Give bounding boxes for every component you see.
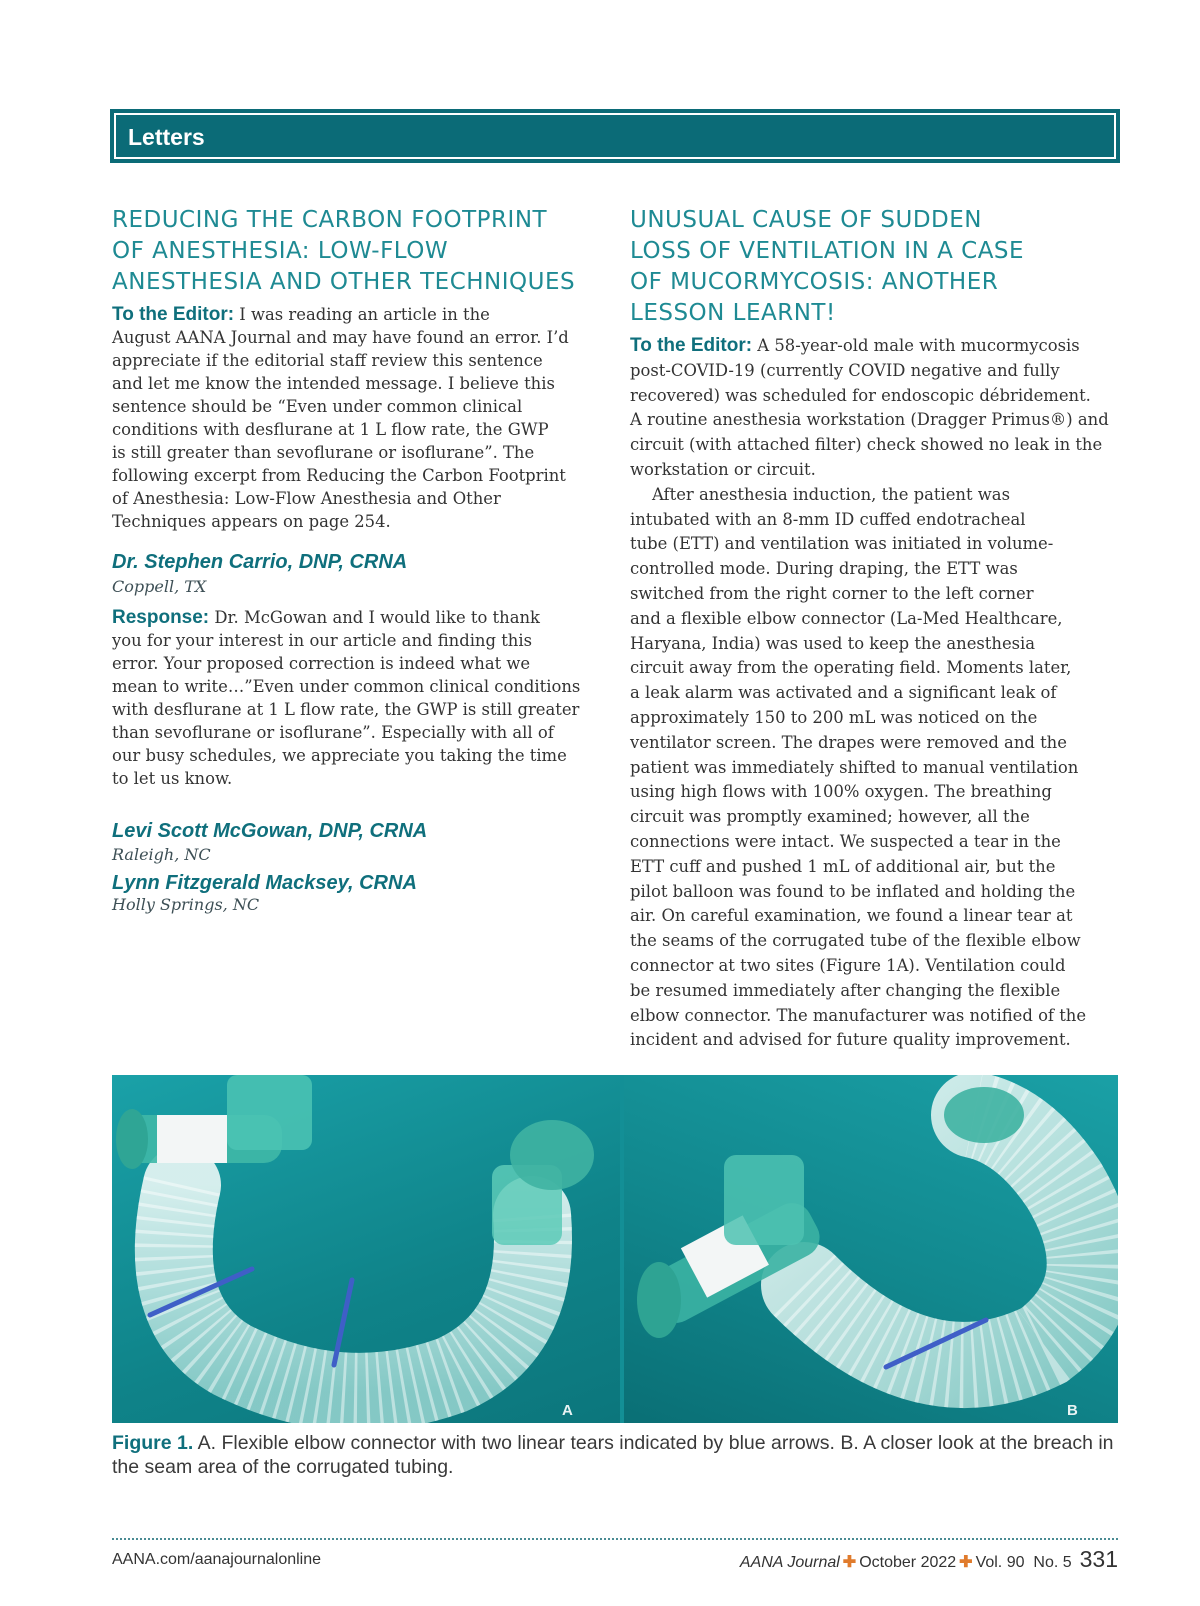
volume-number: Vol. 90 No. 5 [975,1554,1072,1571]
footer-divider [112,1538,1118,1540]
text-line: intubated with an 8-mm ID cuffed endotracheal [630,509,1026,529]
text-line: controlled mode. During draping, the ETT was [630,559,1018,579]
text-line: our busy schedules, we appreciate you taking the time [112,746,567,765]
text-line: error. Your proposed correction is indeed what we [112,654,531,673]
text-line: sentence should be “Even under common clinical [112,397,523,416]
author-name: Dr. Stephen Carrio, DNP, CRNA [112,551,408,573]
text-line: tube (ETT) and ventilation was initiated in volume- [630,534,1054,554]
caption-lead: Figure 1. [112,1432,194,1454]
text-line: ventilator screen. The drapes were removed and the [630,732,1067,752]
text-line: I was reading an article in the [239,305,490,324]
title-line: LOSS OF VENTILATION IN A CASE [630,238,1025,264]
connector-end [116,1109,148,1169]
case-paragraph-1 [630,334,1120,483]
page-number: 331 [1079,1546,1118,1572]
response-lead: Response: [112,607,210,628]
text-line: using high flows with 100% oxygen. The breathing [630,782,1052,802]
figure-panel-b [624,1075,1118,1423]
author-name: Lynn Fitzgerald Macksey, CRNA [112,872,417,894]
panel-label-a: A [562,1402,573,1419]
connector-port [724,1155,804,1245]
title-line: ANESTHESIA AND OTHER TECHNIQUES [112,269,576,295]
text-line: connections were intact. We suspected a tear in the [630,831,1061,851]
text-line: A routine anesthesia workstation (Dragger Primus®) and [630,410,1109,430]
text-line: circuit (with attached filter) check showed no leak in the [630,435,1103,455]
caption-text: A. Flexible elbow connector with two linear tears indicated by blue arrows. B. A closer look at the breach in the seam area of the corrugated tubing. [112,1432,1114,1478]
author-block [112,551,604,596]
text-line: air. On careful examination, we found a linear tear at [630,906,1073,926]
letter-lead: To the Editor: [630,335,753,356]
footer-url: AANA.com/aanajournalonline [112,1551,322,1568]
text-line: following excerpt from Reducing the Carbon Footprint [112,466,566,485]
right-column [630,205,1120,1053]
author-name: Levi Scott McGowan, DNP, CRNA [112,820,428,842]
author-location: Holly Springs, NC [112,895,260,914]
author-block [112,872,604,914]
section-label: Letters [128,124,205,150]
left-column [112,205,604,914]
journal-name: AANA Journal [739,1554,840,1571]
text-line: ETT cuff and pushed 1 mL of additional air, but the [630,856,1056,876]
author-location: Coppell, TX [112,577,207,596]
plus-icon: ✚ [959,1554,973,1571]
text-line: August AANA Journal and may have found an error. I’d [112,328,569,347]
text-line: conditions with desflurane at 1 L flow rate, the GWP [112,420,549,439]
text-line: Dr. McGowan and I would like to thank [214,608,540,627]
section-header [112,111,1118,161]
connector-port [227,1075,312,1150]
figure-panel-a [112,1075,620,1423]
title-line: OF ANESTHESIA: LOW-FLOW [112,238,449,264]
text-line: switched from the right corner to the left corner [630,583,1034,603]
letter-body [112,303,604,533]
text-line: and a flexible elbow connector (La-Med Healthcare, [630,608,1063,628]
text-line: Techniques appears on page 254. [112,512,391,531]
text-line: incident and advised for future quality improvement. [630,1030,1071,1050]
connector-end [637,1262,681,1338]
text-line: circuit was promptly examined; however, all the [630,807,1030,827]
panel-label-b: B [1067,1402,1078,1419]
right-fitting-end [510,1120,594,1190]
text-line: mean to write…”Even under common clinical conditions [112,677,581,696]
top-fitting-end [944,1087,1024,1143]
figure-caption [112,1431,1122,1479]
text-line: and let me know the intended message. I believe this [112,374,555,393]
corrugated-tube [804,1115,1090,1365]
text-line: of Anesthesia: Low-Flow Anesthesia and Other [112,489,501,508]
text-line: to let us know. [112,769,233,788]
text-line: is still greater than sevoflurane or isoflurane”. The [112,443,535,462]
text-line: elbow connector. The manufacturer was notified of the [630,1005,1087,1025]
title-line: OF MUCORMYCOSIS: ANOTHER [630,269,999,295]
text-line: the seams of the corrugated tube of the flexible elbow [630,931,1081,951]
title-line: REDUCING THE CARBON FOOTPRINT [112,207,548,233]
text-line: than sevoflurane or isoflurane”. Especially with all of [112,723,554,742]
plus-icon: ✚ [842,1554,857,1571]
case-paragraph-2 [630,483,1120,1053]
text-line: post-COVID-19 (currently COVID negative and fully [630,360,1060,380]
text-line: connector at two sites (Figure 1A). Ventilation could [630,955,1066,975]
text-line: After anesthesia induction, the patient was [652,484,1010,504]
figure-1 [112,1075,1118,1423]
text-line: with desflurane at 1 L flow rate, the GWP is still greater [112,700,580,719]
letter-lead: To the Editor: [112,304,235,325]
text-line: workstation or circuit. [630,459,816,479]
text-line: A 58-year-old male with mucormycosis [757,336,1080,355]
elbow-connector-photo-b [624,1075,1118,1423]
text-line: approximately 150 to 200 mL was noticed on the [630,707,1038,727]
issue-date: October 2022 [859,1554,957,1571]
author-location: Raleigh, NC [112,845,211,864]
title-line: LESSON LEARNT! [630,300,836,326]
right-article-title [630,205,1120,329]
text-line: recovered) was scheduled for endoscopic débridement. [630,385,1091,405]
text-line: Haryana, India) was used to keep the anesthesia [630,633,1036,653]
response-body [112,606,604,790]
text-line: you for your interest in our article and finding this [112,631,532,650]
left-article-title [112,205,604,298]
text-line: circuit away from the operating field. Moments later, [630,658,1072,678]
white-filter-section [157,1115,227,1163]
text-line: a leak alarm was activated and a significant leak of [630,683,1057,703]
text-line: patient was immediately shifted to manual ventilation [630,757,1079,777]
text-line: appreciate if the editorial staff review this sentence [112,351,543,370]
footer-citation [740,1546,1118,1573]
title-line: UNUSUAL CAUSE OF SUDDEN [630,207,982,233]
author-block [112,820,604,864]
text-line: pilot balloon was found to be inflated and holding the [630,881,1076,901]
elbow-connector-photo-a [112,1075,620,1423]
text-line: be resumed immediately after changing the flexible [630,980,1061,1000]
